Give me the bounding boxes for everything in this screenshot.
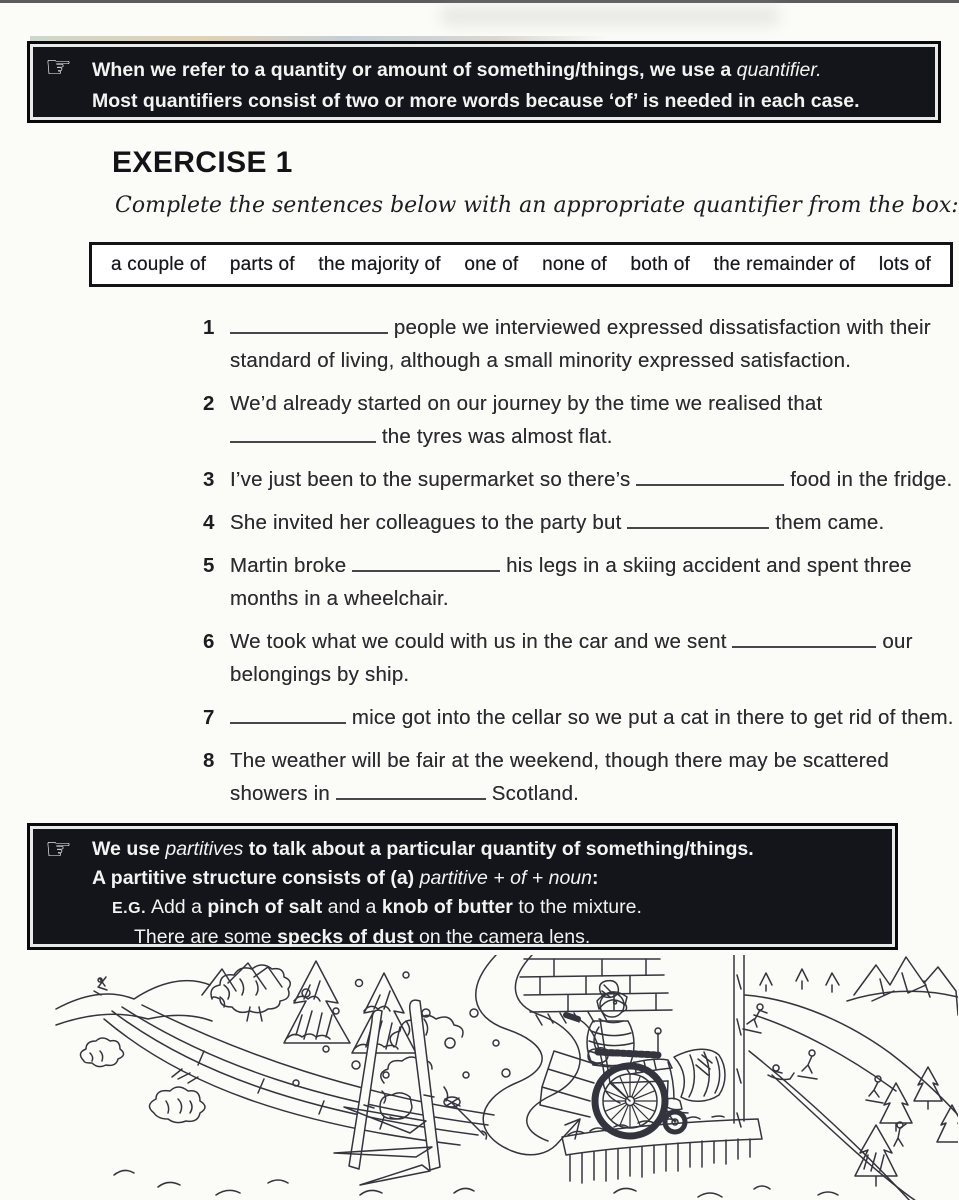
text-segment: to the mixture. [512, 896, 642, 918]
sentence-row [203, 506, 955, 539]
sentence-text [230, 311, 955, 377]
sentence-row [203, 625, 955, 691]
text-segment: I’ve just been to the supermarket so there’s [230, 468, 637, 491]
text-segment: Scotland. [485, 782, 580, 805]
banner-line [92, 55, 922, 86]
word-box-item: none of [542, 253, 607, 275]
banner-line [112, 893, 881, 923]
text-segment: specks of dust [277, 926, 414, 948]
blank-line [230, 327, 388, 334]
word-box-item: the remainder of [713, 253, 856, 275]
text-segment: the tyres was almost flat. [376, 425, 613, 448]
blank-line [230, 436, 376, 443]
text-segment: on the camera lens. [413, 926, 591, 948]
blank-line [230, 717, 346, 724]
sentence-text [230, 463, 955, 496]
sentence-row [203, 463, 955, 496]
text-segment: We took what we could with us in the car and we sent [230, 630, 733, 653]
sentence-text [230, 625, 955, 691]
sentence-text [230, 549, 955, 615]
text-segment: belongings by ship. [230, 663, 410, 686]
crossed-skis [349, 1000, 440, 1170]
pointing-hand-icon: ☞ [45, 832, 72, 867]
text-segment: food in the fridge. [784, 468, 953, 491]
terrace-ledge [562, 1116, 762, 1183]
text-segment: partitives [165, 838, 244, 860]
text-segment: She invited her colleagues to the party but [230, 511, 628, 534]
scan-ghost [440, 6, 780, 26]
scan-edge [0, 0, 959, 3]
sentence-row [203, 311, 955, 377]
illustration-svg [54, 955, 958, 1200]
sentence-text [230, 701, 955, 734]
blank-line [627, 522, 769, 529]
text-segment: mice got into the cellar so we put a cat in there to get rid of them. [346, 706, 954, 729]
text-segment: quantifier. [736, 59, 822, 81]
word-box-item: both of [630, 253, 691, 275]
banner-line [134, 923, 881, 952]
sentence-number: 4 [203, 511, 215, 534]
sentence-number: 6 [203, 630, 215, 653]
wheelchair-man [566, 981, 725, 1136]
sentence-line [230, 420, 955, 453]
sentence-text [230, 387, 955, 453]
sentence-line [230, 344, 955, 377]
text-segment: and a [322, 896, 382, 918]
terrace-scene [476, 955, 958, 1200]
snow-dots [293, 972, 510, 1086]
exercise-title: EXERCISE 1 [112, 146, 293, 179]
text-segment: We use [92, 838, 166, 860]
sentence-row [203, 744, 955, 810]
text-segment: our [876, 630, 913, 653]
sentence-number: 8 [203, 749, 215, 772]
text-segment: pinch of salt [207, 896, 323, 918]
sentence-line [230, 744, 955, 777]
sentence-number: 5 [203, 554, 215, 577]
text-segment: We’d already started on our journey by the time we realised that [230, 392, 823, 415]
skiers [743, 1004, 906, 1146]
sentence-list [203, 311, 955, 820]
sentence-line [230, 625, 955, 658]
word-box-item: lots of [878, 253, 931, 275]
text-segment: months in a wheelchair. [230, 587, 449, 610]
exercise-instruction: Complete the sentences below with an appropriate quantifier from the box: [115, 193, 959, 218]
text-segment: When we refer to a quantity or amount of something/things, we use a [92, 59, 737, 81]
text-segment: people we interviewed expressed dissatisfaction with their [388, 316, 931, 339]
sentence-line [230, 701, 955, 734]
text-segment: Most quantifiers consist of two or more words because ‘of’ is needed in each case. [92, 90, 860, 112]
text-segment: : [591, 867, 599, 889]
blank-line [732, 641, 876, 648]
text-segment: showers in [230, 782, 336, 805]
sentence-row [203, 549, 955, 615]
sentence-line [230, 582, 955, 615]
text-segment: standard of living, although a small minority expressed satisfaction. [230, 349, 852, 372]
text-segment: his legs in a skiing accident and spent three [500, 554, 912, 577]
banner-line [92, 835, 881, 864]
rule-banner-partitives [27, 823, 898, 950]
text-segment: Martin broke [230, 554, 353, 577]
word-box-item: a couple of [111, 253, 207, 275]
sentence-number: 1 [203, 316, 215, 339]
pointing-hand-icon: ☞ [45, 50, 72, 85]
text-segment: to talk about a particular quantity of something/things. [243, 838, 754, 860]
text-segment: knob of butter [381, 896, 513, 918]
text-segment: E.G. [112, 900, 151, 917]
text-segment: partitive + of + noun [419, 867, 592, 889]
blank-line [636, 479, 784, 486]
text-segment: them came. [769, 511, 885, 534]
sentence-text [230, 744, 955, 810]
blank-line [336, 793, 486, 800]
blank-line [352, 565, 500, 572]
sentence-line [230, 311, 955, 344]
sentence-line [230, 387, 955, 420]
sentence-text [230, 506, 955, 539]
fir-trees [855, 1067, 958, 1186]
sentence-line [230, 506, 955, 539]
sentence-number: 7 [203, 706, 215, 729]
text-segment: A partitive structure consists of (a) [92, 867, 420, 889]
sentence-row [203, 701, 955, 734]
quantifier-word-box [89, 242, 953, 287]
crash-scene [56, 961, 510, 1195]
text-segment: Add a [150, 896, 208, 918]
text-segment: The weather will be fair at the weekend, though there may be scattered [230, 749, 889, 772]
sentence-number: 3 [203, 468, 215, 491]
text-segment: There are some [134, 926, 278, 948]
sentence-row [203, 387, 955, 453]
sentence-line [230, 549, 955, 582]
rule-banner-quantifiers [27, 41, 941, 123]
word-box-item: one of [464, 253, 519, 275]
sentence-number: 2 [203, 392, 215, 415]
banner-text [92, 55, 922, 117]
sentence-line [230, 658, 955, 691]
pole [734, 955, 744, 1127]
sentence-line [230, 777, 955, 810]
banner-line [92, 864, 881, 893]
banner-text [92, 835, 881, 952]
sentence-line [230, 463, 955, 496]
word-box-item: parts of [229, 253, 295, 275]
banner-line [92, 86, 922, 117]
word-box-item: the majority of [318, 253, 441, 275]
